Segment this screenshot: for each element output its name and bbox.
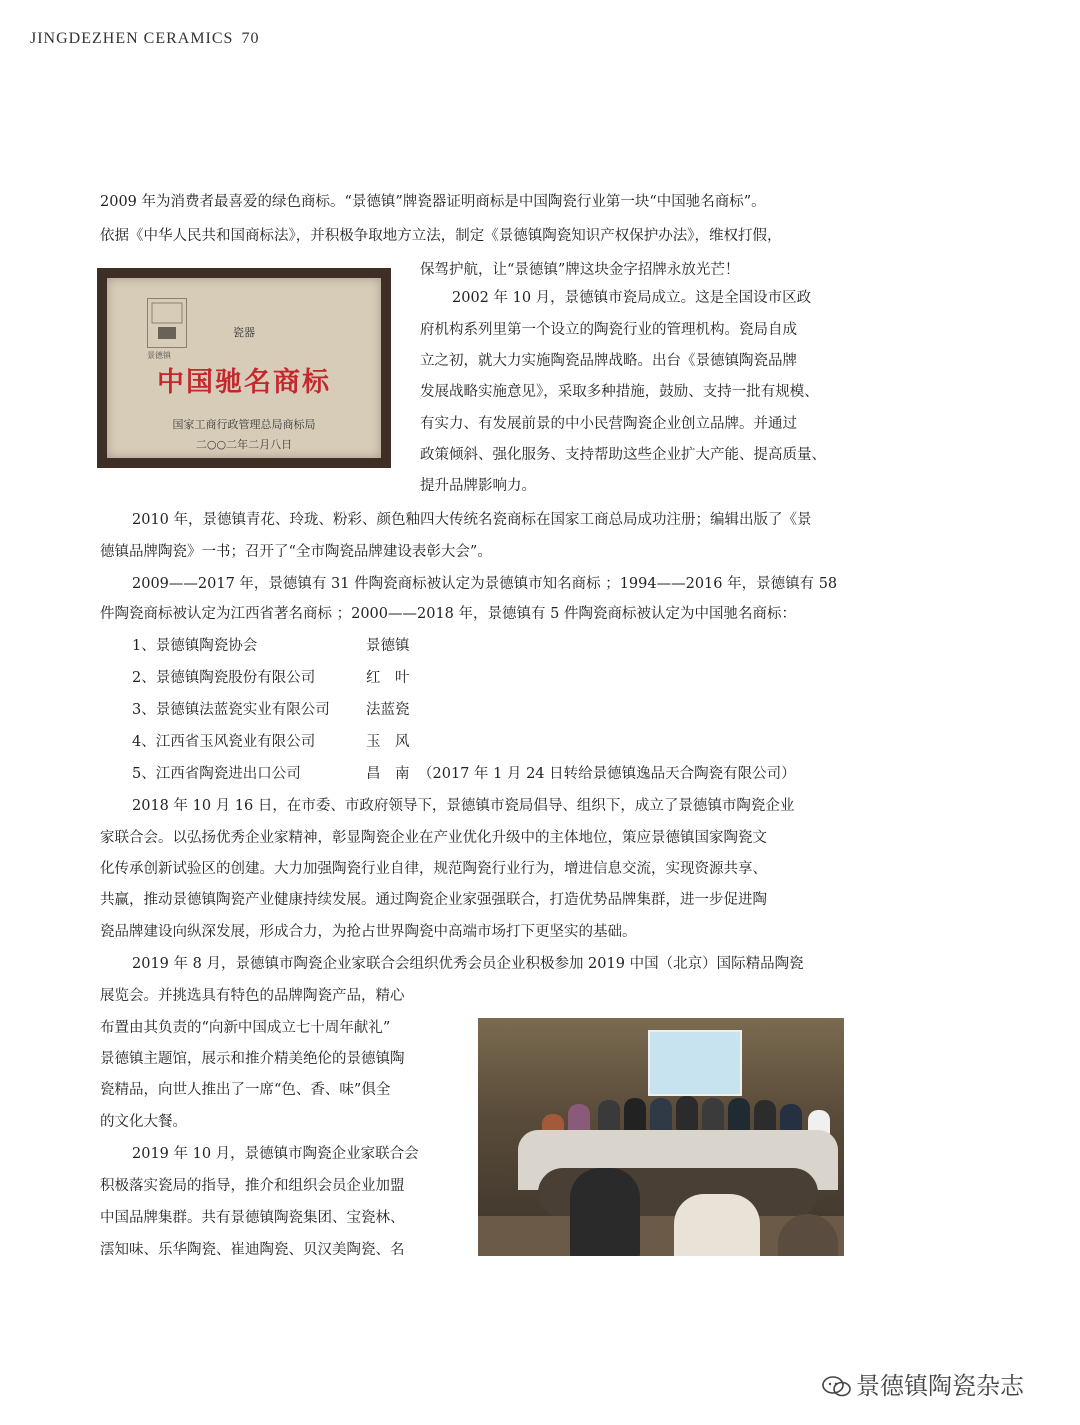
- text-line: 2002 年 10 月，景德镇市瓷局成立。这是全国设市区政: [452, 290, 812, 306]
- text-line: 的文化大餐。: [100, 1114, 187, 1130]
- brand-mark: 景德镇: [366, 638, 410, 654]
- text-line: 景德镇主题馆，展示和推介精美绝伦的景德镇陶: [100, 1051, 405, 1067]
- text-line: 化传承创新试验区的创建。大力加强陶瓷行业自律，规范陶瓷行业行为，增进信息交流，实现资源共享、: [100, 861, 767, 877]
- text-line: 瓷品牌建设向纵深发展，形成合力，为抢占世界陶瓷中高端市场打下更坚实的基础。: [100, 924, 637, 940]
- text-line: 展览会。并挑选具有特色的品牌陶瓷产品，精心: [100, 988, 405, 1004]
- text-line: 德镇品牌陶瓷》一书；召开了“全市陶瓷品牌建设表彰大会”。: [100, 544, 492, 560]
- brand-mark: 玉 风: [366, 734, 410, 750]
- wechat-icon: [822, 1376, 852, 1398]
- text-line: 2009——2017 年，景德镇有 31 件陶瓷商标被认定为景德镇市知名商标 ；1994——2016 年，景德镇有 58: [132, 576, 838, 592]
- magazine-title: JINGDEZHEN CERAMICS: [30, 30, 234, 47]
- text-line: 共赢，推动景德镇陶瓷产业健康持续发展。通过陶瓷企业家强强联合，打造优势品牌集群，进一步促进陶: [100, 892, 767, 908]
- text-line: 件陶瓷商标被认定为江西省著名商标 ；2000——2018 年，景德镇有 5 件陶瓷商标被认定为中国驰名商标：: [100, 606, 796, 622]
- text-line: 布置由其负责的“向新中国成立七十周年献礼”: [100, 1020, 391, 1036]
- text-line: 家联合会。以弘扬优秀企业家精神，彰显陶瓷企业在产业优化升级中的主体地位，策应景德镇国家陶瓷文: [100, 830, 767, 846]
- brand-mark: 红 叶: [366, 670, 410, 686]
- text-line: 有实力、有发展前景的中小民营陶瓷企业创立品牌。并通过: [420, 416, 797, 432]
- brand-company: 1、景德镇陶瓷协会: [132, 638, 258, 654]
- text-line: 2018 年 10 月 16 日，在市委、市政府领导下，景德镇市瓷局倡导、组织下，成立了景德镇市陶瓷企业: [132, 798, 795, 814]
- text-line: 澐知味、乐华陶瓷、崔迪陶瓷、贝汉美陶瓷、名: [100, 1242, 405, 1258]
- text-line: 瓷精品，向世人推出了一席“色、香、味”俱全: [100, 1082, 391, 1098]
- brand-note: （2017 年 1 月 24 日转给景德镇逸品天合陶瓷有限公司）: [418, 766, 796, 782]
- brand-mark: 昌 南: [366, 766, 410, 782]
- text-line: 立之初，就大力实施陶瓷品牌战略。出台《景德镇陶瓷品牌: [420, 353, 797, 369]
- text-line: 发展战略实施意见》，采取多种措施，鼓励、支持一批有规模、: [420, 384, 819, 400]
- watermark: [822, 1366, 1024, 1401]
- brand-company: 3、景德镇法蓝瓷实业有限公司: [132, 702, 330, 718]
- certificate-title: 中国驰名商标: [157, 367, 331, 398]
- page-number: 70: [241, 30, 260, 47]
- text-line: 提升品牌影响力。: [420, 478, 536, 494]
- certificate-issuer: 国家工商行政管理总局商标局: [172, 418, 316, 431]
- text-line: 2009 年为消费者最喜爱的绿色商标。“景德镇”牌瓷器证明商标是中国陶瓷行业第一块“中国驰名商标”。: [100, 194, 766, 210]
- certificate-date: 二○○二年二月八日: [195, 438, 293, 451]
- text-line: 2019 年 10 月，景德镇市陶瓷企业家联合会: [132, 1146, 419, 1162]
- text-line: 2010 年，景德镇青花、玲珑、粉彩、颜色釉四大传统名瓷商标在国家工商总局成功注册；编辑出版了《景: [132, 512, 812, 528]
- text-line: 积极落实瓷局的指导，推介和组织会员企业加盟: [100, 1178, 405, 1194]
- text-line: 2019 年 8 月，景德镇市陶瓷企业家联合会组织优秀会员企业积极参加 2019 中国（北京）国际精品陶瓷: [132, 956, 804, 972]
- text-line: 保驾护航，让“景德镇”牌这块金字招牌永放光芒！: [420, 262, 740, 278]
- certificate-category: 瓷器: [233, 326, 255, 339]
- running-header: [30, 30, 259, 48]
- trademark-certificate-image: [97, 268, 391, 468]
- projection-screen: [648, 1030, 742, 1096]
- watermark-text: 景德镇陶瓷杂志: [856, 1372, 1024, 1400]
- certificate-logo-text: 景德镇: [147, 351, 171, 360]
- brand-company: 5、江西省陶瓷进出口公司: [132, 766, 301, 782]
- text-line: 府机构系列里第一个设立的陶瓷行业的管理机构。瓷局自成: [420, 322, 797, 338]
- brand-mark: 法蓝瓷: [366, 702, 410, 718]
- certificate-logo-icon: [147, 298, 187, 348]
- meeting-photo: [478, 1018, 844, 1256]
- text-line: 中国品牌集群。共有景德镇陶瓷集团、宝瓷林、: [100, 1210, 405, 1226]
- brand-company: 4、江西省玉风瓷业有限公司: [132, 734, 316, 750]
- brand-company: 2、景德镇陶瓷股份有限公司: [132, 670, 316, 686]
- text-line: 政策倾斜、强化服务、支持帮助这些企业扩大产能、提高质量、: [420, 447, 826, 463]
- text-line: 依据《中华人民共和国商标法》，并积极争取地方立法，制定《景德镇陶瓷知识产权保护办法》，维权打假，: [100, 228, 782, 244]
